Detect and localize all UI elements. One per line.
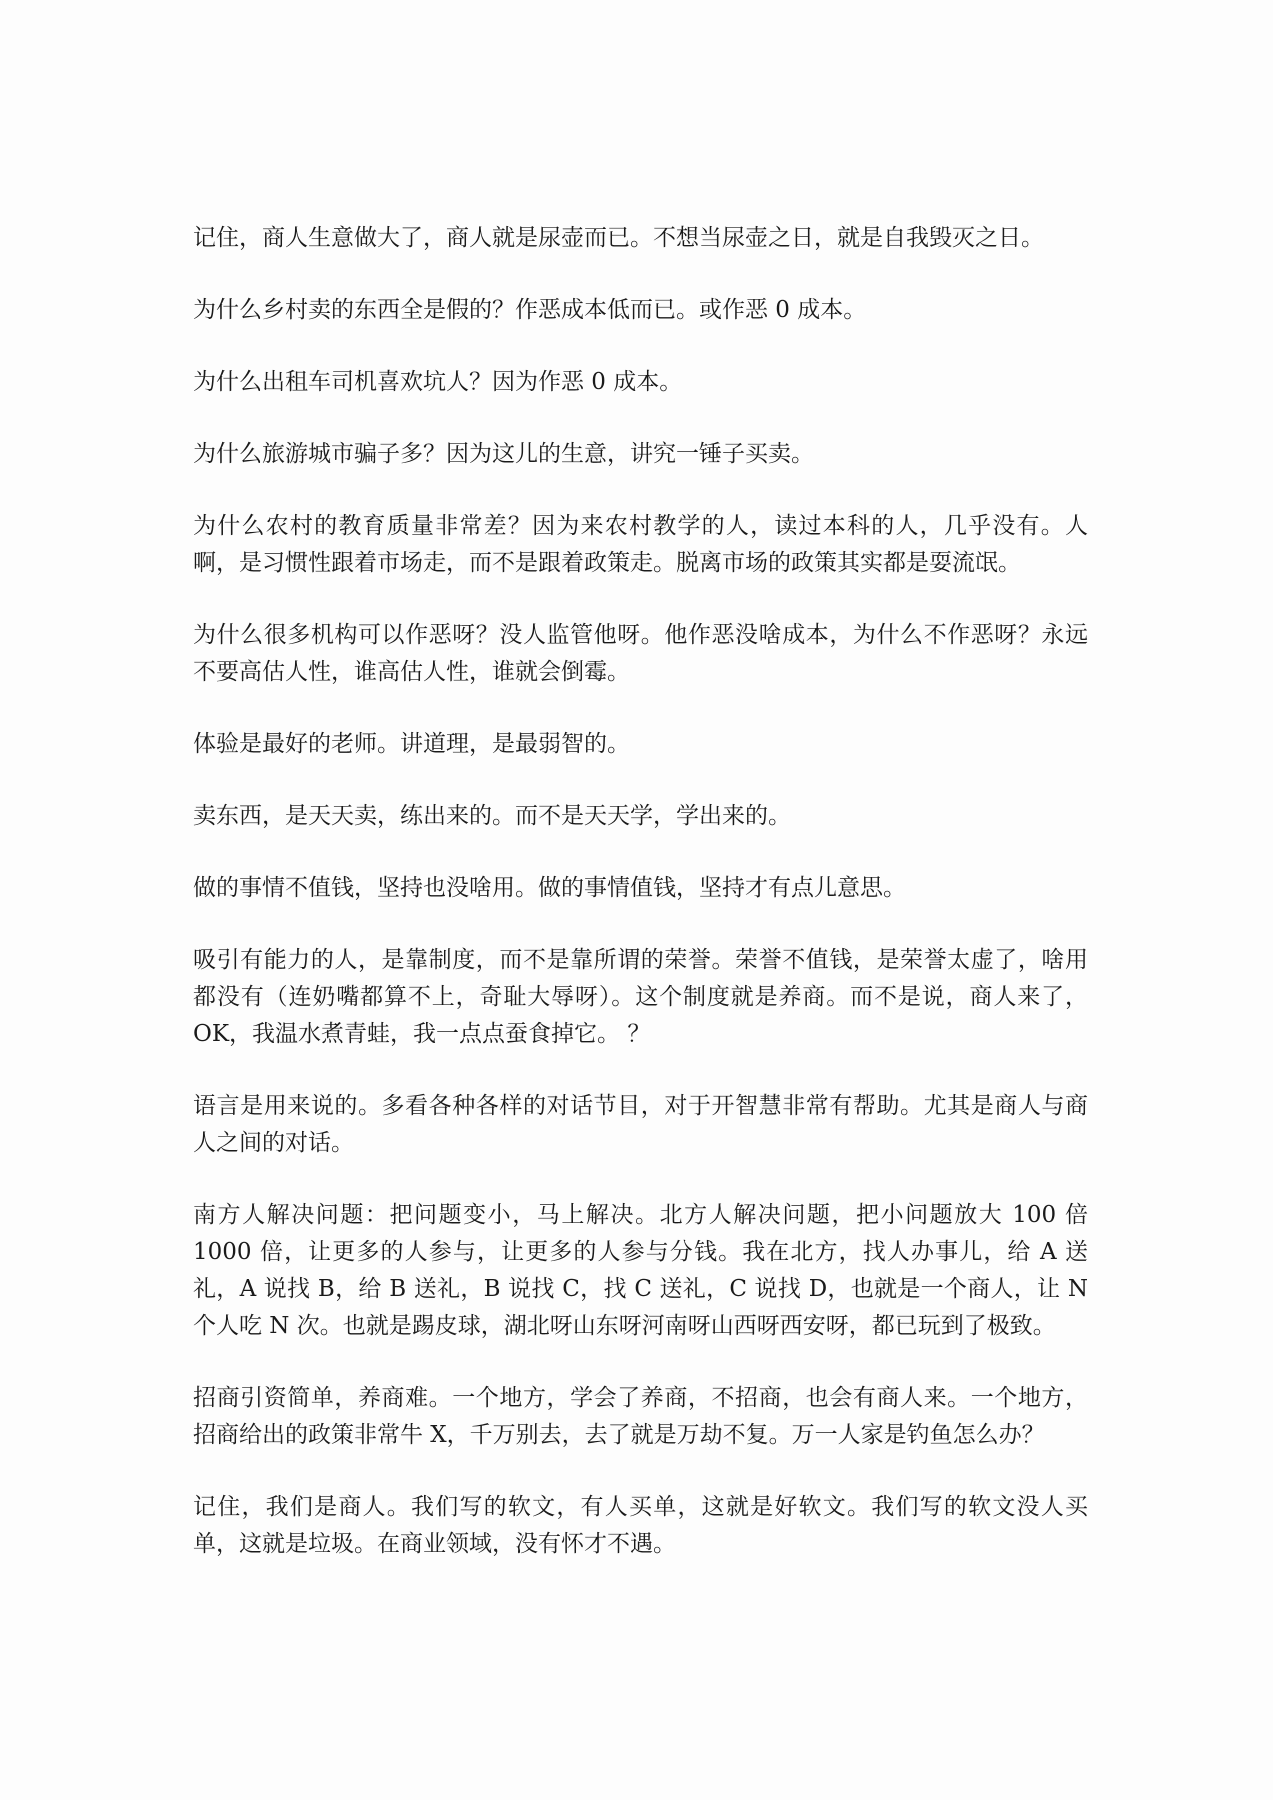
paragraph: 为什么很多机构可以作恶呀？没人监管他呀。他作恶没啥成本，为什么不作恶呀？永远不要高估人性，谁高估人性，谁就会倒霉。 bbox=[193, 622, 1088, 685]
document-body bbox=[193, 220, 1096, 1563]
paragraph: 记住，我们是商人。我们写的软文，有人买单，这就是好软文。我们写的软文没人买单，这就是垃圾。在商业领域，没有怀才不遇。 bbox=[193, 1494, 1088, 1557]
paragraph: 南方人解决问题：把问题变小，马上解决。北方人解决问题，把小问题放大 100 倍 1000 倍，让更多的人参与，让更多的人参与分钱。我在北方，找人办事儿，给 A 送礼，A 说找 B，给 B 送礼，B 说找 C，找 C 送礼，C 说找 D，也就是一个商人，让 N 个人吃 N 次。也就是踢皮球，湖北呀山东呀河南呀山西呀西安呀，都已玩到了极致。 bbox=[193, 1202, 1096, 1339]
paragraph: 为什么旅游城市骗子多？因为这儿的生意，讲究一锤子买卖。 bbox=[193, 441, 814, 467]
paragraph: 记住，商人生意做大了，商人就是尿壶而已。不想当尿壶之日，就是自我毁灭之日。 bbox=[193, 225, 1044, 251]
paragraph: 为什么农村的教育质量非常差？因为来农村教学的人，读过本科的人，几乎没有。人啊，是习惯性跟着市场走，而不是跟着政策走。脱离市场的政策其实都是耍流氓。 bbox=[193, 513, 1088, 576]
paragraph: 为什么出租车司机喜欢坑人？因为作恶 0 成本。 bbox=[193, 369, 683, 395]
paragraph: 为什么乡村卖的东西全是假的？作恶成本低而已。或作恶 0 成本。 bbox=[193, 297, 867, 323]
paragraph: 体验是最好的老师。讲道理，是最弱智的。 bbox=[193, 731, 630, 757]
paragraph: 招商引资简单，养商难。一个地方，学会了养商，不招商，也会有商人来。一个地方，招商给出的政策非常牛 X，千万别去，去了就是万劫不复。万一人家是钓鱼怎么办？ bbox=[193, 1385, 1088, 1448]
paragraph: 卖东西，是天天卖，练出来的。而不是天天学，学出来的。 bbox=[193, 803, 791, 829]
paragraph: 做的事情不值钱，坚持也没啥用。做的事情值钱，坚持才有点儿意思。 bbox=[193, 875, 906, 901]
paragraph: 语言是用来说的。多看各种各样的对话节目，对于开智慧非常有帮助。尤其是商人与商人之间的对话。 bbox=[193, 1093, 1088, 1156]
paragraph: 吸引有能力的人，是靠制度，而不是靠所谓的荣誉。荣誉不值钱，是荣誉太虚了，啥用都没有（连奶嘴都算不上，奇耻大辱呀）。这个制度就是养商。而不是说，商人来了，OK，我温水煮青蛙，我一点点蚕食掉它。 ？ bbox=[193, 947, 1088, 1047]
